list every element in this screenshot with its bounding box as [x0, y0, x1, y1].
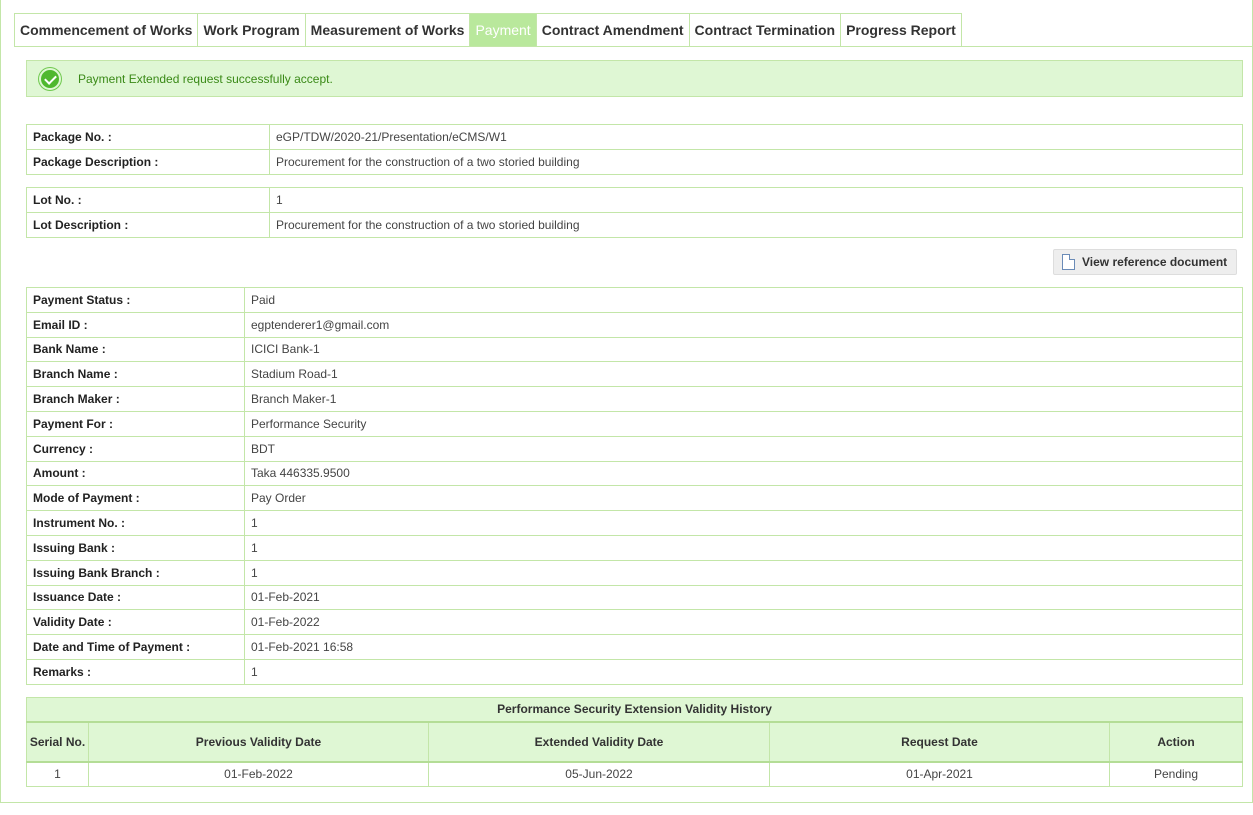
success-message-text: Payment Extended request successfully accept.	[78, 71, 333, 86]
payment-field-value: 1	[245, 560, 1243, 585]
payment-field-value: Performance Security	[245, 411, 1243, 436]
tab-payment[interactable]: Payment	[469, 13, 535, 47]
table-row	[27, 213, 1243, 238]
table-row	[27, 659, 1243, 684]
tab-contract-amendment[interactable]: Contract Amendment	[536, 13, 689, 47]
table-row	[27, 411, 1243, 436]
view-reference-document-label: View reference document	[1082, 255, 1228, 269]
package-no-value: eGP/TDW/2020-21/Presentation/eCMS/W1	[270, 125, 1243, 150]
payment-field-label: Payment Status :	[27, 288, 245, 313]
table-row	[27, 387, 1243, 412]
col-header-action: Action	[1110, 722, 1243, 762]
tab-commencement-of-works[interactable]: Commencement of Works	[14, 13, 197, 47]
history-header-row	[27, 722, 1243, 762]
payment-field-value: ICICI Bank-1	[245, 337, 1243, 362]
package-description-label: Package Description :	[27, 150, 270, 175]
tab-measurement-of-works[interactable]: Measurement of Works	[305, 13, 470, 47]
payment-field-value: 1	[245, 659, 1243, 684]
document-icon	[1062, 254, 1075, 270]
payment-field-label: Branch Name :	[27, 362, 245, 387]
payment-field-label: Bank Name :	[27, 337, 245, 362]
payment-field-label: Validity Date :	[27, 610, 245, 635]
payment-field-value: 01-Feb-2021	[245, 585, 1243, 610]
payment-field-value: 1	[245, 535, 1243, 560]
payment-field-label: Instrument No. :	[27, 511, 245, 536]
table-row	[27, 610, 1243, 635]
table-row	[27, 312, 1243, 337]
history-table-title: Performance Security Extension Validity History	[27, 698, 1243, 722]
payment-field-label: Issuing Bank Branch :	[27, 560, 245, 585]
payment-field-label: Amount :	[27, 461, 245, 486]
package-info-table	[26, 124, 1243, 175]
lot-description-value: Procurement for the construction of a two storied building	[270, 213, 1243, 238]
success-message	[26, 60, 1243, 97]
col-header-extended-validity-date: Extended Validity Date	[429, 722, 770, 762]
table-row	[27, 125, 1243, 150]
payment-field-label: Branch Maker :	[27, 387, 245, 412]
extension-history-table	[26, 697, 1243, 787]
action-status-cell: Pending	[1110, 762, 1243, 787]
payment-field-value: Paid	[245, 288, 1243, 313]
payment-field-value: 1	[245, 511, 1243, 536]
payment-field-label: Issuing Bank :	[27, 535, 245, 560]
tab-contract-termination[interactable]: Contract Termination	[689, 13, 841, 47]
table-row	[27, 461, 1243, 486]
payment-field-label: Date and Time of Payment :	[27, 635, 245, 660]
col-header-serial-no: Serial No.	[27, 722, 89, 762]
payment-field-value: Taka 446335.9500	[245, 461, 1243, 486]
payment-field-label: Payment For :	[27, 411, 245, 436]
table-row	[27, 762, 1243, 787]
table-row	[27, 560, 1243, 585]
package-description-value: Procurement for the construction of a two storied building	[270, 150, 1243, 175]
payment-field-value: 01-Feb-2022	[245, 610, 1243, 635]
table-row	[27, 635, 1243, 660]
payment-field-label: Remarks :	[27, 659, 245, 684]
col-header-request-date: Request Date	[770, 722, 1110, 762]
tab-divider	[14, 46, 1253, 47]
table-row	[27, 535, 1243, 560]
extended-validity-date-cell: 05-Jun-2022	[429, 762, 770, 787]
tab-bar	[14, 13, 962, 47]
table-row	[27, 362, 1243, 387]
view-reference-document-button[interactable]	[1053, 249, 1237, 275]
col-header-previous-validity-date: Previous Validity Date	[89, 722, 429, 762]
lot-description-label: Lot Description :	[27, 213, 270, 238]
previous-validity-date-cell: 01-Feb-2022	[89, 762, 429, 787]
lot-info-table	[26, 187, 1243, 238]
payment-field-label: Email ID :	[27, 312, 245, 337]
lot-no-label: Lot No. :	[27, 188, 270, 213]
table-row	[27, 150, 1243, 175]
table-row	[27, 486, 1243, 511]
lot-no-value: 1	[270, 188, 1243, 213]
check-circle-icon	[39, 68, 61, 90]
request-date-cell: 01-Apr-2021	[770, 762, 1110, 787]
table-row	[27, 188, 1243, 213]
payment-field-label: Issuance Date :	[27, 585, 245, 610]
payment-field-value: Stadium Road-1	[245, 362, 1243, 387]
payment-details-table	[26, 287, 1243, 685]
payment-field-label: Currency :	[27, 436, 245, 461]
table-row	[27, 337, 1243, 362]
payment-field-value: Branch Maker-1	[245, 387, 1243, 412]
table-row	[27, 436, 1243, 461]
package-no-label: Package No. :	[27, 125, 270, 150]
serial-no-cell: 1	[27, 762, 89, 787]
tab-progress-report[interactable]: Progress Report	[840, 13, 962, 47]
payment-field-value: BDT	[245, 436, 1243, 461]
payment-field-value: egptenderer1@gmail.com	[245, 312, 1243, 337]
table-row	[27, 585, 1243, 610]
payment-field-label: Mode of Payment :	[27, 486, 245, 511]
table-row	[27, 288, 1243, 313]
payment-field-value: 01-Feb-2021 16:58	[245, 635, 1243, 660]
payment-field-value: Pay Order	[245, 486, 1243, 511]
table-row	[27, 511, 1243, 536]
tab-work-program[interactable]: Work Program	[197, 13, 304, 47]
